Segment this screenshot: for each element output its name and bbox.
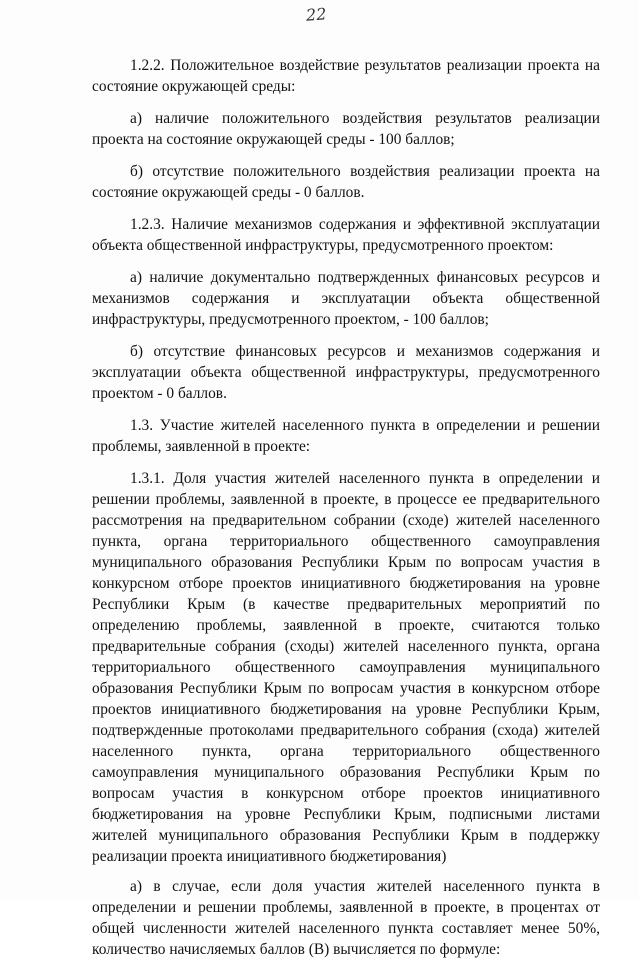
paragraph-1-2-3-b: б) отсутствие финансовых ресурсов и механизмов содержания и эксплуатации объекта общественной инфраструктуры, предусмотренного проектом - 0 баллов. (92, 343, 600, 402)
paragraph-1-3: 1.3. Участие жителей населенного пункта в определении и решении проблемы, заявленной в проекте: (92, 417, 600, 455)
paragraph-1-3-1-a: а) в случае, если доля участия жителей населенного пункта в определении и решении проблемы, заявленной в проекте, в процентах от общей численности жителей населенного пункта составляет менее 50%, количество начисляемых баллов (В) вычисляется по формуле: (92, 878, 600, 958)
paragraph-1-2-3-a: а) наличие документально подтвержденных финансовых ресурсов и механизмов содержания и эксплуатации объекта общественной инфраструктуры, предусмотренного проектом, - 100 баллов; (92, 269, 600, 328)
paragraph-1-2-2-b: б) отсутствие положительного воздействия реализации проекта на состояние окружающей среды - 0 баллов. (92, 163, 600, 201)
page-number: 22 (305, 4, 327, 25)
paragraph-1-3-1: 1.3.1. Доля участия жителей населенного пункта в определении и решении проблемы, заявленной в проекте, в процессе ее предварительного рассмотрения на предварительном собрании (сходе) жителей населенного пункта, органа территориального общественного самоуправления муниципального образования Республики Крым по вопросам участия в конкурсном отборе проектов инициативного бюджетирования на уровне Республики Крым (в качестве предварительных мероприятий по определению проблемы, заявленной в проекте, считаются только предварительные собрания (сходы) жителей населенного пункта, органа территориального общественного самоуправления муниципального образования Республики Крым по вопросам участия в конкурсном отборе проектов инициативного бюджетирования на уровне Республики Крым, подтвержденные протоколами предварительного собрания (схода) жителей населенного пункта, органа территориального общественного самоуправления муниципального образования Республики Крым по вопросам участия в конкурсном отборе проектов инициативного бюджетирования на уровне Республики Крым, подписными листами жителей муниципального образования Республики Крым в поддержку реализации проекта инициативного бюджетирования) (92, 470, 600, 865)
paragraph-1-2-3: 1.2.3. Наличие механизмов содержания и эффективной эксплуатации объекта общественной инфраструктуры, предусмотренного проектом: (92, 216, 600, 254)
paragraph-1-2-2-a: а) наличие положительного воздействия результатов реализации проекта на состояние окружающей среды - 100 баллов; (92, 110, 600, 148)
document-body (92, 55, 600, 971)
paragraph-1-2-2: 1.2.2. Положительное воздействие результатов реализации проекта на состояние окружающей среды: (92, 57, 600, 95)
